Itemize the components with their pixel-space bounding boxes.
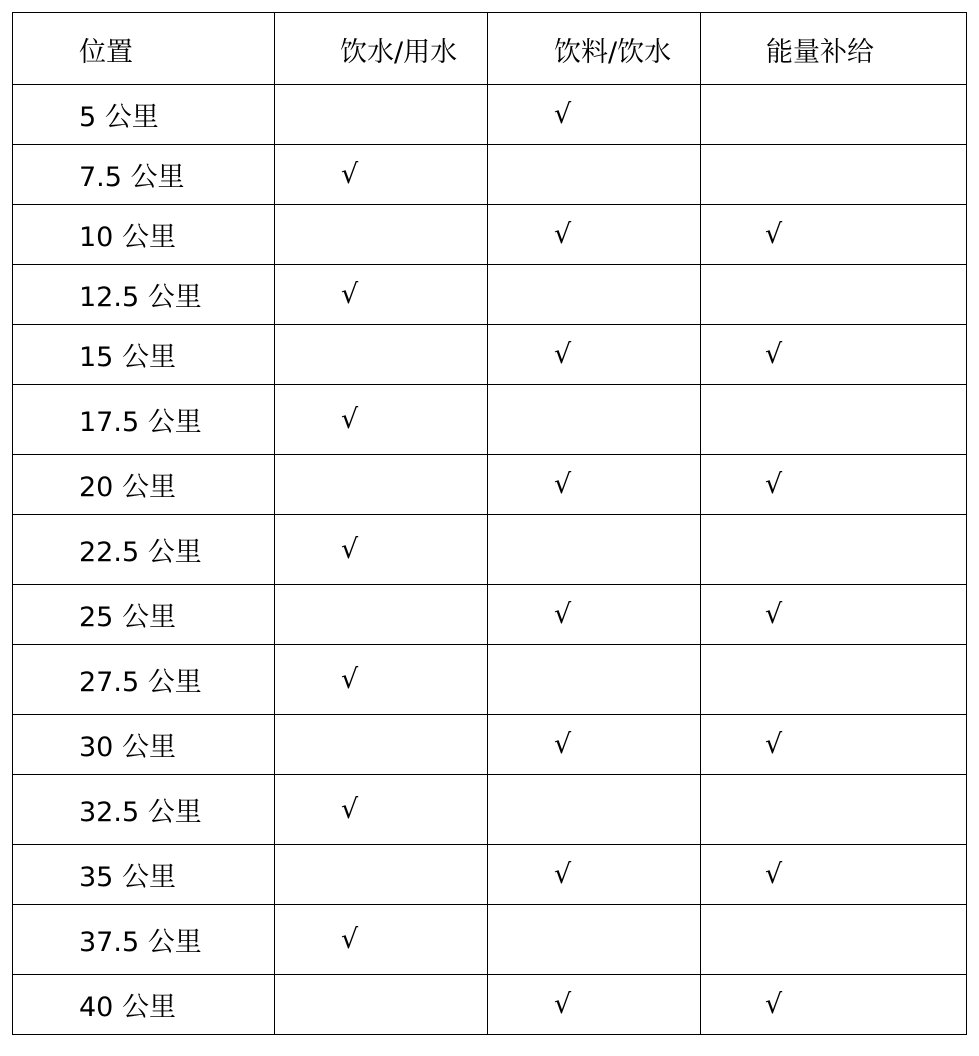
position-cell: 30 公里	[13, 715, 275, 775]
table-row	[13, 265, 967, 325]
water-cell: √	[275, 775, 488, 845]
energy-cell	[701, 905, 967, 975]
table-row	[13, 975, 967, 1035]
water-cell: √	[275, 385, 488, 455]
energy-cell: √	[701, 205, 967, 265]
drink-cell	[488, 515, 701, 585]
drink-cell: √	[488, 205, 701, 265]
position-cell: 35 公里	[13, 845, 275, 905]
position-cell: 40 公里	[13, 975, 275, 1035]
drink-cell: √	[488, 845, 701, 905]
table-row	[13, 515, 967, 585]
table-row	[13, 205, 967, 265]
table-body	[13, 85, 967, 1035]
energy-cell	[701, 385, 967, 455]
water-cell: √	[275, 905, 488, 975]
water-cell	[275, 205, 488, 265]
water-cell	[275, 85, 488, 145]
table-row	[13, 325, 967, 385]
water-cell	[275, 715, 488, 775]
water-cell	[275, 975, 488, 1035]
drink-cell: √	[488, 975, 701, 1035]
water-cell	[275, 325, 488, 385]
table-row	[13, 845, 967, 905]
water-cell	[275, 455, 488, 515]
table-row	[13, 85, 967, 145]
header-water: 饮水/用水	[275, 13, 488, 85]
water-cell: √	[275, 145, 488, 205]
energy-cell: √	[701, 325, 967, 385]
drink-cell	[488, 775, 701, 845]
position-cell: 20 公里	[13, 455, 275, 515]
table-row	[13, 775, 967, 845]
drink-cell	[488, 265, 701, 325]
position-cell: 27.5 公里	[13, 645, 275, 715]
table-row	[13, 585, 967, 645]
energy-cell: √	[701, 845, 967, 905]
header-position: 位置	[13, 13, 275, 85]
drink-cell: √	[488, 715, 701, 775]
water-cell: √	[275, 265, 488, 325]
energy-cell	[701, 265, 967, 325]
table-row	[13, 715, 967, 775]
header-row	[13, 13, 967, 85]
position-cell: 15 公里	[13, 325, 275, 385]
energy-cell: √	[701, 585, 967, 645]
water-cell	[275, 585, 488, 645]
table-row	[13, 385, 967, 455]
header-drink: 饮料/饮水	[488, 13, 701, 85]
energy-cell	[701, 775, 967, 845]
supply-station-table	[12, 12, 967, 1035]
position-cell: 32.5 公里	[13, 775, 275, 845]
position-cell: 17.5 公里	[13, 385, 275, 455]
position-cell: 12.5 公里	[13, 265, 275, 325]
position-cell: 5 公里	[13, 85, 275, 145]
energy-cell	[701, 515, 967, 585]
water-cell: √	[275, 645, 488, 715]
position-cell: 10 公里	[13, 205, 275, 265]
position-cell: 25 公里	[13, 585, 275, 645]
energy-cell	[701, 645, 967, 715]
position-cell: 37.5 公里	[13, 905, 275, 975]
table-header	[13, 13, 967, 85]
table-row	[13, 455, 967, 515]
water-cell	[275, 845, 488, 905]
energy-cell	[701, 145, 967, 205]
energy-cell: √	[701, 715, 967, 775]
header-energy: 能量补给	[701, 13, 967, 85]
position-cell: 22.5 公里	[13, 515, 275, 585]
drink-cell	[488, 645, 701, 715]
water-cell: √	[275, 515, 488, 585]
energy-cell: √	[701, 975, 967, 1035]
drink-cell: √	[488, 85, 701, 145]
drink-cell	[488, 385, 701, 455]
table-row	[13, 645, 967, 715]
energy-cell: √	[701, 455, 967, 515]
position-cell: 7.5 公里	[13, 145, 275, 205]
table-row	[13, 145, 967, 205]
table-row	[13, 905, 967, 975]
supply-station-table-container	[12, 12, 966, 1035]
drink-cell: √	[488, 325, 701, 385]
drink-cell: √	[488, 455, 701, 515]
energy-cell	[701, 85, 967, 145]
drink-cell: √	[488, 585, 701, 645]
drink-cell	[488, 145, 701, 205]
drink-cell	[488, 905, 701, 975]
